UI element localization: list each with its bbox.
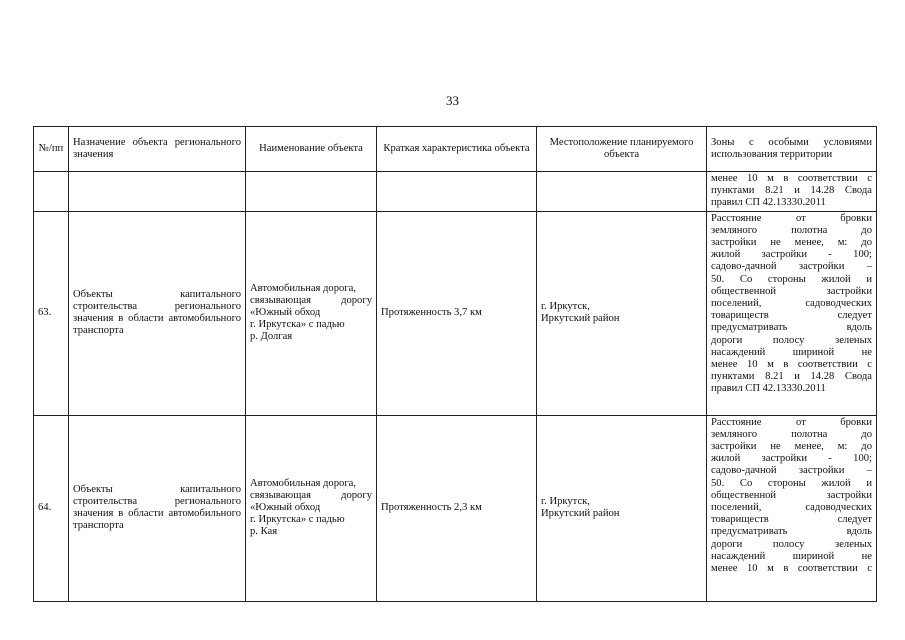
zones-line: Расстояние от бровки	[711, 416, 872, 428]
zones-line: земляного полотна до	[711, 224, 872, 236]
zones-line: общественной застройки	[711, 285, 872, 297]
zones-line: предусматривать вдоль	[711, 322, 872, 334]
zones-line: насаждений шириной не	[711, 346, 872, 358]
header-location: Местоположение планируемого объекта	[537, 127, 707, 172]
name-line: г. Иркутска» с падью	[250, 319, 345, 331]
location-line: г. Иркутск,	[541, 495, 590, 507]
cell-characteristics: Протяженность 2,3 км	[377, 415, 537, 601]
cell-empty	[69, 172, 246, 212]
zones-line: застройки не менее, м: до	[711, 237, 872, 249]
zones-line: пунктами 8.21 и 14.28 Свода	[711, 371, 872, 383]
zones-line: поселений, садоводческих	[711, 502, 872, 514]
header-num: №/пп	[34, 127, 69, 172]
zones-line: Расстояние от бровки	[711, 212, 872, 224]
table-header-row	[34, 127, 877, 172]
zones-line: жилой застройки - 100;	[711, 453, 872, 465]
cell-num: 63.	[34, 211, 69, 415]
cell-zones	[707, 415, 877, 601]
cell-purpose: Объекты капитального строительства регионального значения в области автомобильного транспорта	[69, 415, 246, 601]
cell-location	[537, 415, 707, 601]
header-characteristics: Краткая характеристика объекта	[377, 127, 537, 172]
zones-line: менее 10 м в соответствии с	[711, 359, 872, 371]
zones-line: жилой застройки - 100;	[711, 249, 872, 261]
location-line: Иркутский район	[541, 508, 620, 520]
table-row-continuation	[34, 172, 877, 212]
zones-line: насаждений шириной не	[711, 550, 872, 562]
name-line: Автомобильная дорога,	[250, 282, 357, 294]
cell-empty	[537, 172, 707, 212]
cell-empty	[34, 172, 69, 212]
location-line: г. Иркутск,	[541, 300, 590, 312]
header-purpose: Назначение объекта регионального значения	[69, 127, 246, 172]
cell-zones	[707, 211, 877, 415]
zones-line: пунктами 8.21 и 14.28 Свода	[711, 185, 872, 197]
zones-line: дороги полосу зеленых	[711, 538, 872, 550]
cell-empty	[377, 172, 537, 212]
name-line: г. Иркутска» с падью	[250, 514, 345, 526]
cell-name	[246, 415, 377, 601]
location-line: Иркутский район	[541, 313, 620, 325]
zones-line: застройки не менее, м: до	[711, 441, 872, 453]
zones-line: поселений, садоводческих	[711, 298, 872, 310]
name-line: связывающая дорогу	[250, 489, 372, 501]
cell-zones-continuation	[707, 172, 877, 212]
cell-name	[246, 211, 377, 415]
cell-location	[537, 211, 707, 415]
zones-line: земляного полотна до	[711, 428, 872, 440]
cell-empty	[246, 172, 377, 212]
zones-line: менее 10 м в соответствии с	[711, 173, 872, 184]
zones-line: предусматривать вдоль	[711, 526, 872, 538]
page-number: 33	[446, 93, 459, 108]
zones-line: товариществ следует	[711, 514, 872, 526]
table-row	[34, 415, 877, 601]
header-zones: Зоны с особыми условиями использования территории	[707, 127, 877, 172]
name-line: «Южный обход	[250, 307, 321, 318]
zones-line: менее 10 м в соответствии с	[711, 563, 872, 575]
zones-line: садово-дачной застройки –	[711, 465, 872, 477]
name-line: р. Кая	[250, 526, 278, 538]
header-name: Наименование объекта	[246, 127, 377, 172]
zones-line: садово-дачной застройки –	[711, 261, 872, 273]
zones-line: дороги полосу зеленых	[711, 334, 872, 346]
cell-num: 64.	[34, 415, 69, 601]
zones-line: правил СП 42.13330.2011	[711, 197, 826, 209]
zones-line: общественной застройки	[711, 489, 872, 501]
zones-line: 50. Со стороны жилой и	[711, 273, 872, 285]
zones-line: товариществ следует	[711, 310, 872, 322]
name-line: «Южный обход	[250, 502, 321, 513]
cell-characteristics: Протяженность 3,7 км	[377, 211, 537, 415]
objects-table	[33, 126, 877, 602]
table-row	[34, 211, 877, 415]
zones-line: правил СП 42.13330.2011	[711, 383, 826, 395]
name-line: Автомобильная дорога,	[250, 477, 357, 489]
cell-purpose: Объекты капитального строительства регионального значения в области автомобильного транспорта	[69, 211, 246, 415]
name-line: р. Долгая	[250, 331, 293, 343]
name-line: связывающая дорогу	[250, 294, 372, 306]
zones-line: 50. Со стороны жилой и	[711, 477, 872, 489]
